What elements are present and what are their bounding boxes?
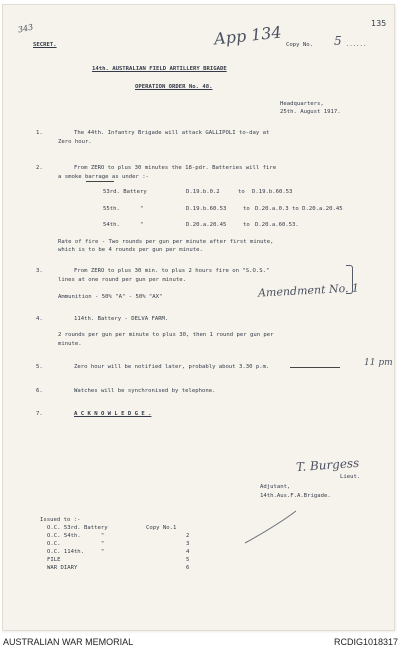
issued-row-3-to: O.C. "	[47, 541, 105, 547]
battery-row-2-name: 55th. "	[103, 206, 144, 212]
footer-archive-name: AUSTRALIAN WAR MEMORIAL	[3, 637, 134, 647]
issued-row-2-copy: 2	[186, 533, 190, 539]
issued-row-3-copy: 3	[186, 541, 190, 547]
issued-row-6-copy: 6	[186, 565, 190, 571]
amendment-annotation: Amendment No. 1	[257, 281, 360, 300]
issued-row-5-copy: 5	[186, 557, 190, 563]
para-2-line-2: a smoke barrage as under :-	[58, 174, 149, 180]
copy-label: Copy No.	[286, 42, 313, 48]
issued-row-4-to: O.C. 114th. "	[47, 549, 105, 555]
time-correction: 11 pm	[364, 358, 393, 368]
issued-row-4-copy: 4	[186, 549, 190, 555]
rate-of-fire-line-1: Rate of fire - Two rounds per gun per minute after first minute,	[58, 239, 274, 245]
para-4-number: 4.	[36, 316, 43, 322]
battery-row-3-to: D.20.a.60.53.	[255, 222, 299, 228]
app-annotation: App 134	[213, 22, 283, 49]
para-1-number: 1.	[36, 130, 43, 136]
issued-row-1-to: O.C. 53rd. Battery	[47, 525, 108, 531]
battery-row-2-to: D.20.a.0.3 to D.20.a.20.45	[255, 206, 343, 212]
para-7-number: 7.	[36, 411, 43, 417]
battery-row-3-sep: to	[243, 222, 250, 228]
copy-number: 5	[334, 34, 342, 48]
para-3-line-1: From ZERO to plus 30 min. to plus 2 hours fire on "S.O.S."	[74, 268, 270, 274]
smoke-underline	[86, 181, 114, 182]
issued-title: Issued to :-	[40, 517, 81, 523]
signoff-lieut: Lieut.	[340, 474, 361, 480]
para-3-number: 3.	[36, 268, 43, 274]
issued-row-1-copy: Copy No.1	[146, 525, 177, 531]
para-1-line-2: Zero hour.	[58, 139, 92, 145]
para-2-number: 2.	[36, 165, 43, 171]
signoff-unit: 14th.Aus.F.A.Brigade.	[260, 493, 331, 499]
footer-record-id: RCDIG1018317	[334, 637, 399, 647]
para-6-number: 6.	[36, 388, 43, 394]
battery-row-1-name: 53rd. Battery	[103, 189, 147, 195]
issued-row-2-to: O.C. 54th. "	[47, 533, 105, 539]
para-4-line-1: 114th. Battery - DELVA FARM.	[74, 316, 169, 322]
para-4-line-2: 2 rounds per gun per minute to plus 30, then 1 round per gun per	[58, 332, 274, 338]
hq-line-2: 25th. August 1917.	[280, 109, 341, 115]
para-3-line-2: lines at one round per gun per minute.	[58, 277, 186, 283]
battery-row-1-to: D.19.b.60.53	[252, 189, 293, 195]
battery-row-3-from: D.20.a.20.45	[186, 222, 227, 228]
para-5-number: 5.	[36, 364, 43, 370]
battery-row-3-name: 54th. "	[103, 222, 144, 228]
order-title: OPERATION ORDER No. 48.	[135, 84, 213, 90]
time-strikeout	[290, 367, 340, 368]
acknowledge: A C K N O W L E D G E .	[74, 411, 152, 417]
page-number: 135	[371, 19, 387, 28]
rate-of-fire-line-2: which is to be 4 rounds per gun per minute.	[58, 247, 203, 253]
para-6-text: Watches will be synchronised by telephone.	[74, 388, 216, 394]
copy-dots: ......	[346, 42, 367, 48]
signature: T. Burgess	[295, 455, 360, 475]
para-4-line-3: minute.	[58, 341, 82, 347]
corner-annotation: 343	[17, 22, 35, 35]
battery-row-2-from: D.19.b.60.53	[186, 206, 227, 212]
issued-row-6-to: WAR DIARY	[47, 565, 78, 571]
issued-row-5-to: FILE	[47, 557, 61, 563]
pencil-stroke	[240, 508, 300, 548]
ammunition-line: Ammunition - 50% "A" - 50% "AX"	[58, 294, 163, 300]
para-1-line-1: The 44th. Infantry Brigade will attack GALLIPOLI to-day at	[74, 130, 270, 136]
para-2-line-1: From ZERO to plus 30 minutes the 18-pdr. Batteries will fire	[74, 165, 277, 171]
para-5-text: Zero hour will be notified later, probably about 3.30 p.m.	[74, 364, 270, 370]
unit-title: 14th. AUSTRALIAN FIELD ARTILLERY BRIGADE	[92, 66, 227, 72]
hq-line-1: Headquarters,	[280, 101, 324, 107]
battery-row-2-sep: to	[243, 206, 250, 212]
signoff-role: Adjutant,	[260, 484, 291, 490]
battery-row-1-sep: to	[238, 189, 245, 195]
secret-heading: SECRET.	[33, 42, 57, 48]
battery-row-1-from: D.19.b.0.2	[186, 189, 220, 195]
